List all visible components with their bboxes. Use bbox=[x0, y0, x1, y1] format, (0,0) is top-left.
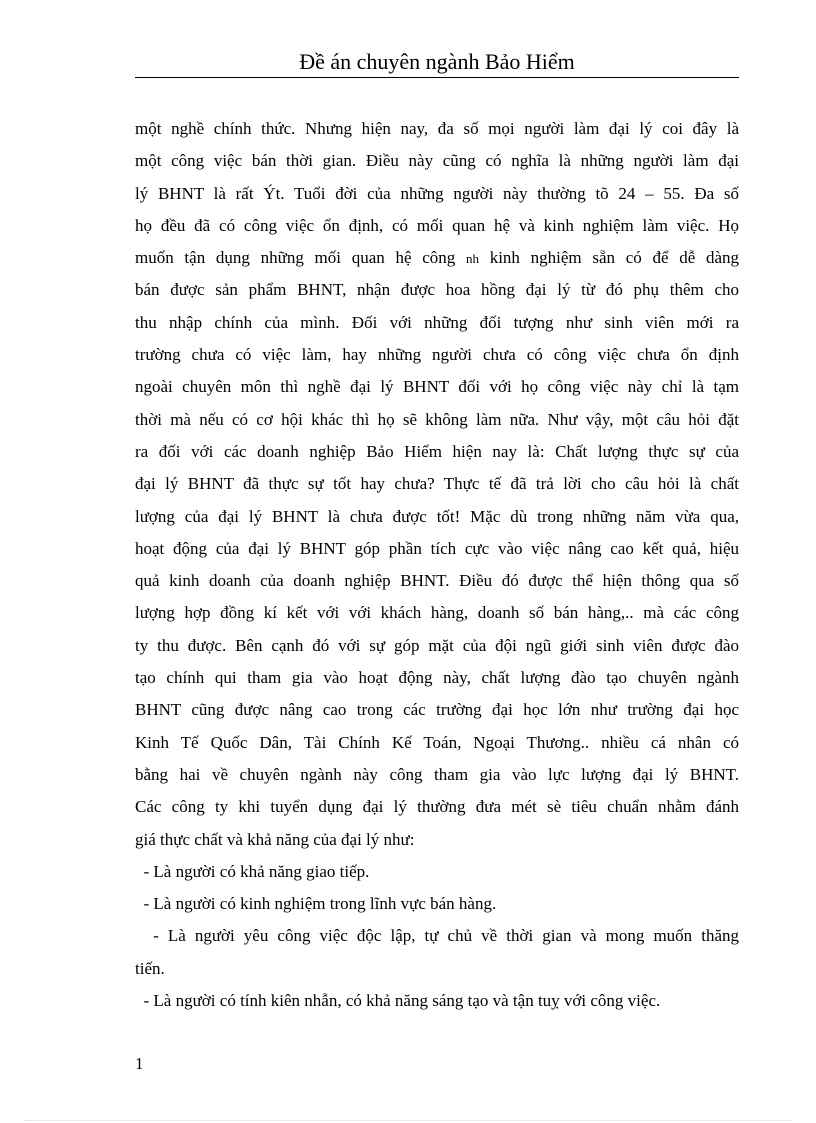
text-line: lượng hợp đồng kí kết với với khách hàng, doanh số bán hàng,.. mà các công bbox=[135, 603, 739, 623]
text-line: BHNT cũng được nâng cao trong các trường đại học lớn như trường đại học bbox=[135, 700, 739, 720]
text-line: giá thực chất và khả năng của đại lý như: bbox=[135, 829, 415, 849]
page-header-title: Đề án chuyên ngành Bảo Hiểm bbox=[299, 49, 575, 74]
list-item: - Là người có tính kiên nhẫn, có khả năng sáng tạo và tận tuỵ với công việc. bbox=[135, 991, 661, 1011]
list-item: - Là người yêu công việc độc lập, tự chủ về thời gian và mong muốn thăng bbox=[135, 926, 739, 946]
text-line: bằng hai về chuyên ngành này công tham gia vào lực lượng đại lý BHNT. bbox=[135, 764, 739, 784]
text-line: hoạt động của đại lý BHNT góp phần tích cực vào việc nâng cao kết quả, hiệu bbox=[135, 538, 739, 558]
text-line: ty thu được. Bên cạnh đó với sự góp mặt của đội ngũ giới sinh viên được đào bbox=[135, 635, 739, 655]
text-line: lý BHNT là rất Ýt. Tuổi đời của những người này thường tõ 24 – 55. Đa số bbox=[135, 183, 739, 203]
page-bottom-divider bbox=[24, 1120, 792, 1121]
body-text bbox=[135, 115, 739, 1019]
text-line: một công việc bán thời gian. Điều này cũng có nghĩa là những người làm đại bbox=[135, 151, 739, 171]
text-line-subscript: nh bbox=[465, 251, 479, 267]
header-divider bbox=[135, 77, 739, 78]
text-line: quả kinh doanh của doanh nghiệp BHNT. Điều đó được thể hiện thông qua số bbox=[135, 571, 739, 591]
text-line-part: muốn tận dụng những mối quan hệ công bbox=[135, 248, 456, 268]
text-line bbox=[135, 244, 739, 276]
text-line: tạo chính qui tham gia vào hoạt động này, chất lượng đào tạo chuyên ngành bbox=[135, 668, 739, 688]
text-line-part: kinh nghiệm sẵn có để dễ dàng bbox=[489, 248, 740, 268]
text-line: Các công ty khi tuyển dụng đại lý thường đưa mét sè tiêu chuẩn nhằm đánh bbox=[135, 797, 739, 817]
text-line: đại lý BHNT đã thực sự tốt hay chưa? Thực tế đã trả lời cho câu hỏi là chất bbox=[135, 474, 739, 494]
list-item: - Là người có khả năng giao tiếp. bbox=[135, 861, 370, 881]
text-line: lượng của đại lý BHNT là chưa được tốt! Mặc dù trong những năm vừa qua, bbox=[135, 506, 739, 526]
text-line: một nghề chính thức. Nhưng hiện nay, đa số mọi người làm đại lý coi đây là bbox=[135, 119, 739, 138]
text-line: ngoài chuyên môn thì nghề đại lý BHNT đối với họ công việc này chỉ là tạm bbox=[135, 377, 739, 397]
text-line: ra đối với các doanh nghiệp Bảo Hiểm hiện nay là: Chất lượng thực sự của bbox=[135, 441, 739, 461]
text-line: trường chưa có việc làm, hay những người chưa có công việc chưa ổn định bbox=[135, 345, 739, 365]
list-item-continuation: tiến. bbox=[135, 958, 165, 978]
text-line: thu nhập chính của mình. Đối với những đối tượng như sinh viên mới ra bbox=[135, 312, 739, 332]
text-line: họ đều đã có công việc ổn định, có mối quan hệ và kinh nghiệm làm việc. Họ bbox=[135, 215, 739, 235]
text-line: bán được sản phẩm BHNT, nhận được hoa hồng đại lý từ đó phụ thêm cho bbox=[135, 280, 739, 300]
page-number: 1 bbox=[135, 1054, 144, 1073]
text-line: thời mà nếu có cơ hội khác thì họ sẽ không làm nữa. Như vậy, một câu hỏi đặt bbox=[135, 409, 739, 429]
list-item: - Là người có kinh nghiệm trong lĩnh vực bán hàng. bbox=[135, 894, 497, 914]
text-line: Kinh Tế Quốc Dân, Tài Chính Kế Toán, Ngoại Thương.. nhiều cá nhân có bbox=[135, 732, 739, 752]
